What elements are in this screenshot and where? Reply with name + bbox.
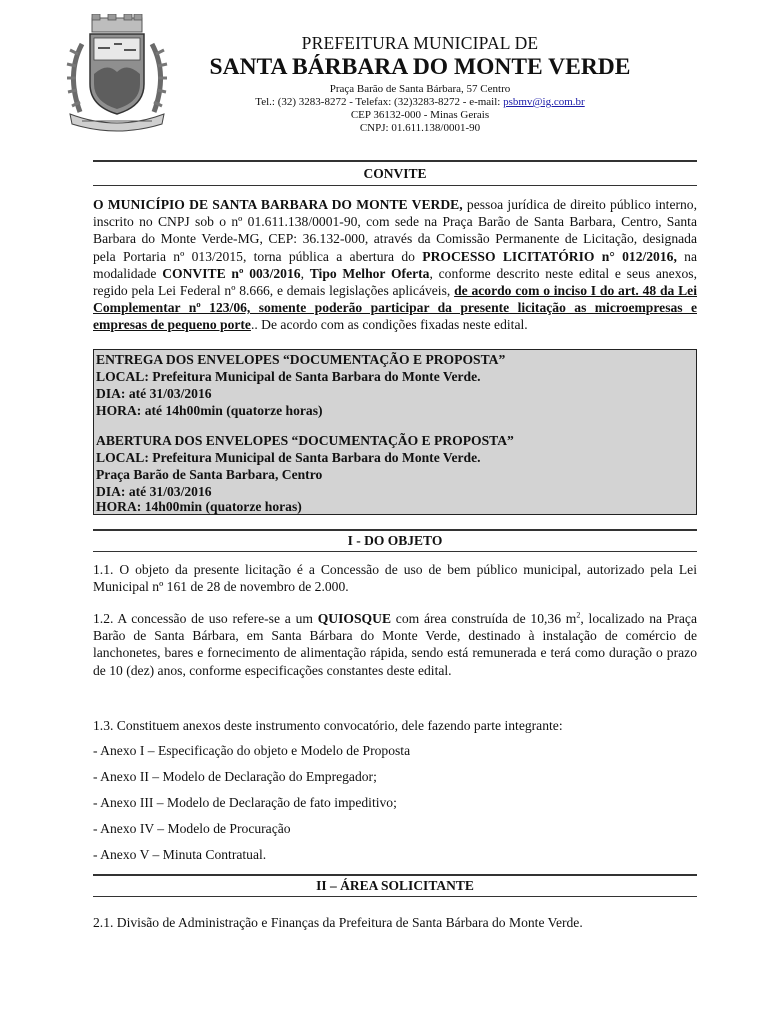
- area-title: II – ÁREA SOLICITANTE: [316, 878, 474, 893]
- annex-description: Modelo de Declaração de fato impeditivo;: [167, 795, 397, 810]
- convite-processo: PROCESSO LICITATÓRIO n° 012/2016,: [422, 248, 677, 264]
- convite-section-bar: [93, 160, 697, 186]
- convite-text-3: ,: [300, 265, 310, 281]
- area-section-bar: [93, 874, 697, 898]
- objeto-item-1-3: 1.3. Constituem anexos deste instrumento convocatório, dele fazendo parte integrante:: [93, 718, 563, 733]
- convite-text-2: na modalidade: [93, 248, 697, 281]
- annex-description: Especificação do objeto e Modelo de Proposta: [157, 743, 411, 758]
- objeto-item-1-2: [93, 610, 697, 679]
- abertura-local: LOCAL: Prefeitura Municipal de Santa Barbara do Monte Verde.: [96, 450, 481, 465]
- entrega-hora: HORA: até 14h00min (quatorze horas): [96, 403, 323, 418]
- objeto-item-1-1: 1.1. O objeto da presente licitação é a Concessão de uso de bem público municipal, autorizado pela Lei Municipal nº 161 de 28 de novembro de 2.000.: [93, 562, 697, 595]
- objeto-title: I - DO OBJETO: [347, 533, 443, 548]
- annex-label: - Anexo I –: [93, 743, 158, 758]
- header-contact-text: Tel.: (32) 3283-8272 - Telefax: (32)3283-8272 - e-mail:: [255, 96, 504, 108]
- header-cep: CEP 36132-000 - Minas Gerais: [350, 109, 490, 121]
- item-1-2-text-a: 1.2. A concessão de uso refere-se a um: [93, 611, 318, 626]
- area-item-2-1: 2.1. Divisão de Administração e Finanças da Prefeitura de Santa Bárbara do Monte Verde.: [93, 915, 583, 930]
- convite-text-1: pessoa jurídica de direito público interno, inscrito no CNPJ sob o nº 01.611.138/0001-90, com sede na Praça Barão de Santa Barbara, Centro, Santa Barbara do Monte Verde-MG, CEP: 36.132-000, através da Comissão Permanente de Licitação, designada pela Portaria nº 013/2015, torna pública a abertura do: [93, 197, 697, 264]
- email-link[interactable]: psbmv@ig.com.br: [503, 96, 585, 108]
- convite-text-5: .. De acordo com as condições fixadas neste edital.: [250, 317, 528, 333]
- header-address: Praça Barão de Santa Bárbara, 57 Centro: [329, 83, 511, 95]
- convite-underlined-clause: de acordo com o inciso I do art. 48 da Lei Complementar nº 123/06, somente poderão participar da presente licitação as microempresas e empresas de pequeno porte: [93, 283, 697, 333]
- abertura-title: ABERTURA DOS ENVELOPES “DOCUMENTAÇÃO E PROPOSTA”: [96, 433, 514, 448]
- convite-numero: CONVITE nº 003/2016: [162, 265, 301, 281]
- header-title-line1: PREFEITURA MUNICIPAL DE: [301, 33, 539, 53]
- municipal-crest: [62, 14, 172, 132]
- convite-tipo: Tipo Melhor Oferta: [309, 265, 430, 281]
- header-contact: [200, 96, 640, 108]
- convite-paragraph: [93, 196, 697, 334]
- entrega-title: ENTREGA DOS ENVELOPES “DOCUMENTAÇÃO E PROPOSTA”: [96, 352, 506, 367]
- annex-label: - Anexo IV –: [93, 821, 168, 836]
- objeto-section-bar: [93, 529, 697, 553]
- convite-text-4: , conforme descrito neste edital e seus anexos, regido pela Lei Federal nº 8.666, e demais legislações aplicáveis,: [93, 265, 697, 299]
- entrega-local: LOCAL: Prefeitura Municipal de Santa Barbara do Monte Verde.: [96, 369, 481, 384]
- annex-label: - Anexo V –: [93, 847, 163, 862]
- abertura-hora: HORA: 14h00min (quatorze horas): [96, 499, 302, 514]
- annex-label: - Anexo II –: [93, 769, 163, 784]
- abertura-dia: DIA: até 31/03/2016: [96, 484, 212, 499]
- annex-description: Modelo de Declaração do Empregador;: [162, 769, 377, 784]
- header-title-line2: SANTA BÁRBARA DO MONTE VERDE: [209, 54, 631, 80]
- annex-item: [93, 795, 397, 811]
- convite-bold-municipio: O MUNICÍPIO DE SANTA BARBARA DO MONTE VERDE,: [93, 197, 463, 212]
- item-1-2-quiosque: QUIOSQUE: [317, 611, 392, 626]
- annex-item: [93, 847, 266, 863]
- abertura-praca: Praça Barão de Santa Barbara, Centro: [96, 467, 323, 482]
- envelopes-box: [93, 349, 697, 515]
- annex-item: [93, 769, 377, 785]
- annex-description: Minuta Contratual.: [162, 847, 267, 862]
- item-1-2-superscript: 2: [576, 610, 581, 620]
- annex-description: Modelo de Procuração: [167, 821, 291, 836]
- convite-title: CONVITE: [363, 166, 427, 181]
- header-cnpj: CNPJ: 01.611.138/0001-90: [359, 122, 481, 134]
- item-1-2-text-c: com área construída de 10,36 m: [391, 611, 577, 626]
- item-1-2-text-d: , localizado na Praça Barão de Santa Bárbara, em Santa Bárbara do Monte Verde, destinado à instalação de comércio de lanchonetes, bares e fornecimento de alimentação rápida, sendo está remunerada e terá como duração o prazo de 10 (dez) anos, conforme especificações constantes deste edital.: [93, 611, 697, 678]
- entrega-dia: DIA: até 31/03/2016: [96, 386, 212, 401]
- annex-item: [93, 821, 291, 837]
- annex-item: [93, 743, 410, 759]
- annex-label: - Anexo III –: [93, 795, 167, 810]
